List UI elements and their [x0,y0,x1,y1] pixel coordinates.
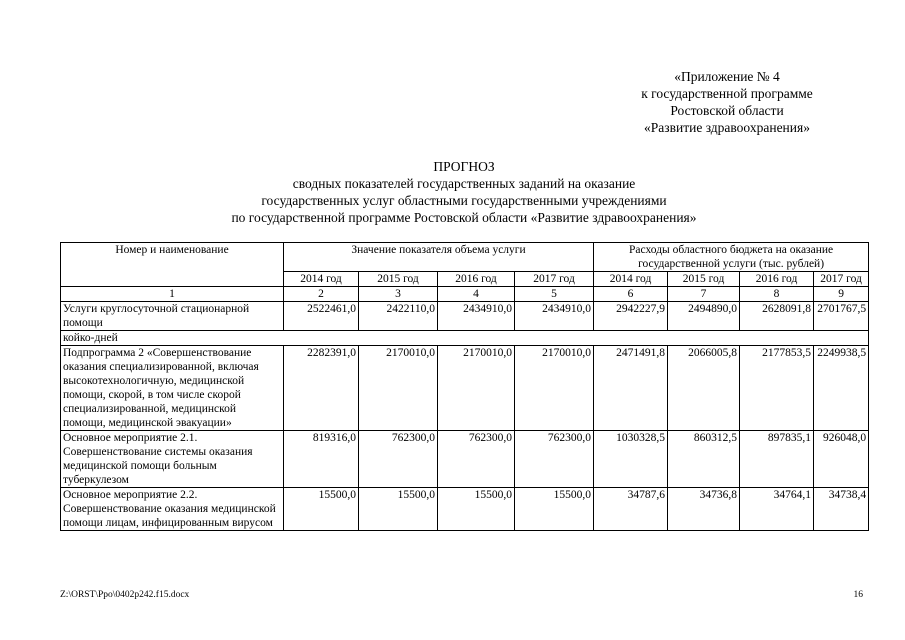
table-column-numbers-row [61,287,869,302]
page-number: 16 [853,590,863,600]
table-cell: 2170010,0 [438,346,515,431]
column-number: 1 [61,287,284,302]
column-number: 4 [438,287,515,302]
table-cell: 34764,1 [740,488,814,531]
column-number: 5 [515,287,594,302]
heading-line-3: по государственной программе Ростовской области «Развитие здравоохранения» [231,210,697,225]
document-heading [60,158,868,226]
table-cell: 15500,0 [438,488,515,531]
header-year: 2017 год [814,272,869,287]
table-cell: 2942227,9 [594,302,668,331]
table-cell: 2066005,8 [668,346,740,431]
table-cell: 34787,6 [594,488,668,531]
table-cell: 926048,0 [814,431,869,488]
table-cell: 2170010,0 [515,346,594,431]
table-cell: 762300,0 [515,431,594,488]
appendix-line-3: Ростовской области [670,103,784,118]
table-cell: 2434910,0 [515,302,594,331]
header-year: 2016 год [740,272,814,287]
table-cell: 34738,4 [814,488,869,531]
table-cell: 897835,1 [740,431,814,488]
unit-label: койко-дней [61,331,869,346]
table-cell: 819316,0 [284,431,359,488]
table-row [61,431,869,488]
appendix-line-2: к государственной программе [641,86,813,101]
column-number: 6 [594,287,668,302]
column-number: 8 [740,287,814,302]
appendix-line-4: «Развитие здравоохранения» [644,120,810,135]
table-row [61,302,869,331]
column-number: 3 [359,287,438,302]
table-cell: 1030328,5 [594,431,668,488]
column-number: 7 [668,287,740,302]
table-cell: 15500,0 [359,488,438,531]
row-name: Основное мероприятие 2.1. Совершенствование системы оказания медицинской помощи больным туберкулезом [61,431,284,488]
table-cell: 2422110,0 [359,302,438,331]
file-path: Z:\ORST\Ppo\0402p242.f15.docx [60,590,190,600]
table-row [61,346,869,431]
header-year: 2015 год [668,272,740,287]
table-cell: 15500,0 [284,488,359,531]
table-cell: 2249938,5 [814,346,869,431]
header-year: 2014 год [594,272,668,287]
header-year: 2017 год [515,272,594,287]
table-cell: 2471491,8 [594,346,668,431]
header-year: 2015 год [359,272,438,287]
table-row-unit [61,331,869,346]
table-cell: 860312,5 [668,431,740,488]
column-number: 9 [814,287,869,302]
header-expense-group: Расходы областного бюджета на оказание государственной услуги (тыс. рублей) [594,243,869,272]
table-cell: 34736,8 [668,488,740,531]
table-cell: 762300,0 [359,431,438,488]
row-name: Основное мероприятие 2.2. Совершенствование оказания медицинской помощи лицам, инфицированным вирусом [61,488,284,531]
table-cell: 2701767,5 [814,302,869,331]
row-name: Услуги круглосуточной стационарной помощи [61,302,284,331]
table-cell: 2628091,8 [740,302,814,331]
column-number: 2 [284,287,359,302]
table-cell: 2282391,0 [284,346,359,431]
appendix-line-1: «Приложение № 4 [674,69,780,84]
table-cell: 2522461,0 [284,302,359,331]
header-name: Номер и наименование [61,243,284,287]
table-cell: 762300,0 [438,431,515,488]
table-header-row-groups [61,243,869,272]
heading-line-1: сводных показателей государственных заданий на оказание [292,176,636,191]
table-row [61,488,869,531]
header-volume-group: Значение показателя объема услуги [284,243,594,272]
table-cell: 2434910,0 [438,302,515,331]
table-cell: 15500,0 [515,488,594,531]
forecast-table [60,242,869,531]
appendix-block [607,68,847,136]
table-cell: 2177853,5 [740,346,814,431]
table-cell: 2494890,0 [668,302,740,331]
table-cell: 2170010,0 [359,346,438,431]
document-title: ПРОГНОЗ [433,159,495,174]
header-year: 2014 год [284,272,359,287]
header-year: 2016 год [438,272,515,287]
heading-line-2: государственных услуг областными государственными учреждениями [261,193,667,208]
row-name: Подпрограмма 2 «Совершенствование оказания специализированной, включая высокотехнологичную, медицинской помощи, скорой, в том числе скорой специализированной, медицинской помощи, медицинской эвакуации» [61,346,284,431]
